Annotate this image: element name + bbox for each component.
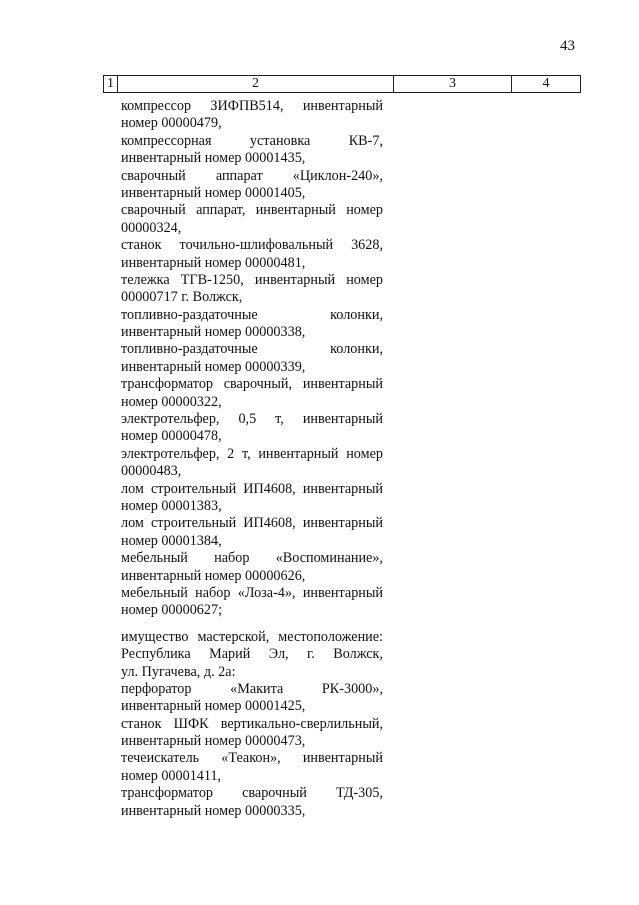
text-line: трансформатор сварочный ТД-305, [121, 785, 383, 802]
text-line: номер 00000322, [121, 393, 222, 410]
text-line: номер 00001411, [121, 767, 222, 784]
text-line: лом строительный ИП4608, инвентарный [121, 515, 383, 532]
text-line: сварочный аппарат, инвентарный номер [121, 202, 383, 219]
text-line: инвентарный номер 00001405, [121, 184, 306, 201]
text-line: инвентарный номер 00000338, [121, 324, 306, 341]
text-line: номер 00001384, [121, 532, 222, 549]
text-line: топливно-раздаточные колонки, [121, 341, 383, 358]
text-line: перфоратор «Макита РК-3000», [121, 680, 383, 697]
text-line: инвентарный номер 00001425, [121, 698, 306, 715]
column-header-3: 3 [394, 76, 512, 92]
text-line: Республика Марий Эл, г. Волжск, [121, 646, 383, 663]
column-header-1: 1 [104, 76, 118, 92]
text-line: мебельный набор «Воспоминание», [121, 550, 383, 567]
text-line: номер 00000627; [121, 602, 223, 619]
column-header-2: 2 [118, 76, 394, 92]
text-line: инвентарный номер 00001435, [121, 150, 306, 167]
text-line: электротельфер, 0,5 т, инвентарный [121, 411, 383, 428]
asset-list-text [121, 98, 383, 820]
paragraph-gap [121, 620, 383, 629]
text-line: станок ШФК вертикально-сверлильный, [121, 715, 383, 732]
text-line: тележка ТГВ-1250, инвентарный номер [121, 271, 383, 288]
text-line: ул. Пугачева, д. 2а: [121, 663, 236, 680]
page-number: 43 [560, 38, 575, 54]
text-line: станок точильно-шлифовальный 3628, [121, 237, 383, 254]
text-line: номер 00000479, [121, 115, 222, 132]
text-line: инвентарный номер 00000473, [121, 733, 306, 750]
text-line: трансформатор сварочный, инвентарный [121, 376, 383, 393]
text-line: лом строительный ИП4608, инвентарный [121, 480, 383, 497]
text-line: номер 00000478, [121, 428, 222, 445]
text-line: инвентарный номер 00000339, [121, 358, 306, 375]
text-line: компрессор ЗИФПВ514, инвентарный [121, 98, 383, 114]
text-line: течеискатель «Теакон», инвентарный [121, 750, 383, 767]
text-line: 00000483, [121, 463, 182, 480]
text-line: 00000324, [121, 219, 182, 236]
table-header-row [103, 75, 581, 93]
text-line: инвентарный номер 00000481, [121, 254, 306, 271]
text-line: сварочный аппарат «Циклон-240», [121, 167, 383, 184]
text-line: инвентарный номер 00000335, [121, 802, 306, 819]
text-line: номер 00001383, [121, 497, 222, 514]
text-line: электротельфер, 2 т, инвентарный номер [121, 445, 383, 462]
column-header-4: 4 [542, 76, 550, 91]
text-line: топливно-раздаточные колонки, [121, 306, 383, 323]
text-line: 00000717 г. Волжск, [121, 289, 243, 306]
text-line: мебельный набор «Лоза-4», инвентарный [121, 584, 383, 601]
text-line: компрессорная установка КВ-7, [121, 132, 383, 149]
text-line: имущество мастерской, местоположение: [121, 628, 383, 645]
text-line: инвентарный номер 00000626, [121, 567, 306, 584]
